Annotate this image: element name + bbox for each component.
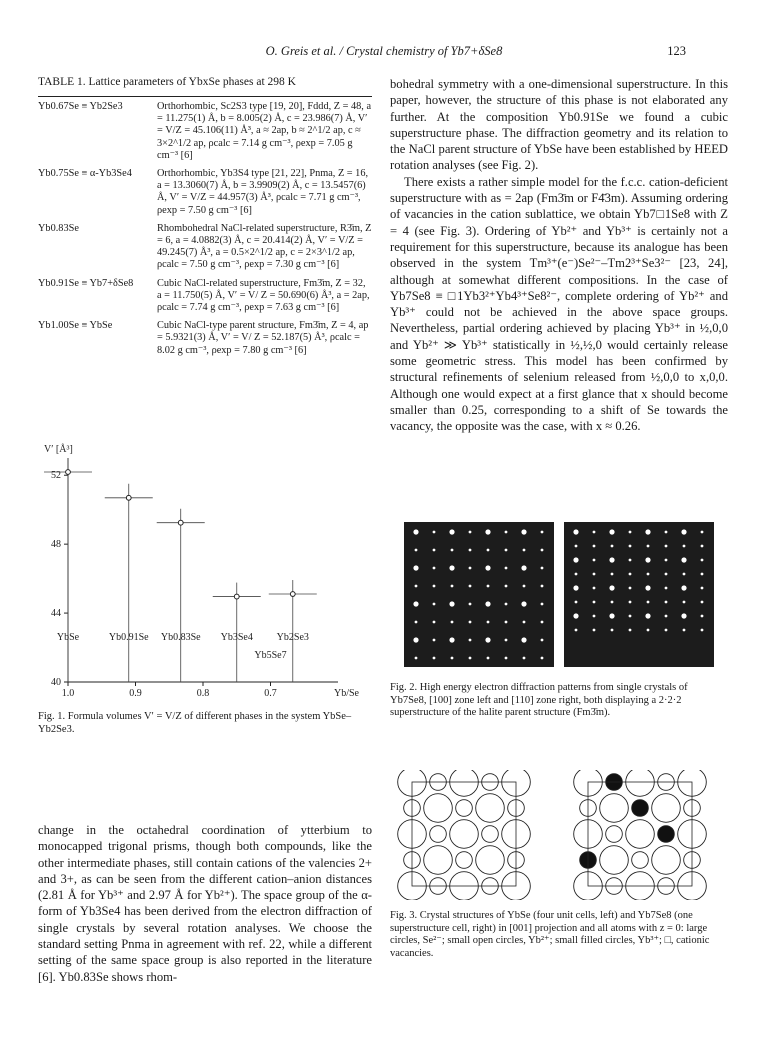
diffraction-spot (683, 545, 686, 548)
figure-2-caption: Fig. 2. High energy electron diffraction patterns from single crystals of Yb7Se8, [100] zone left and [110] zone right, both displaying a 2·2·2 superstructure of the halite parent structure (Fm3̄m). (390, 682, 688, 718)
diffraction-spot (469, 531, 472, 534)
phase-label: YbSe (56, 632, 80, 643)
diffraction-spot (451, 585, 454, 588)
diffraction-spot (629, 601, 632, 604)
diffraction-spot (573, 613, 578, 618)
lattice-table (38, 101, 372, 363)
selenium-atom (450, 770, 479, 796)
diffraction-spot (413, 601, 418, 606)
diffraction-spot (575, 573, 578, 576)
table-caption: TABLE 1. Lattice parameters of YbxSe phases at 298 K (38, 76, 296, 88)
diffraction-spot (593, 601, 596, 604)
diffraction-spot (485, 637, 490, 642)
diffraction-spot (681, 529, 686, 534)
diffraction-spot (541, 531, 544, 534)
phase-label-yb5se7: Yb5Se7 (254, 650, 287, 661)
diffraction-spot (415, 621, 418, 624)
diffraction-dots-110 (564, 522, 714, 667)
diffraction-spot (541, 657, 544, 660)
diffraction-spot (433, 603, 436, 606)
table-cell-desc: Cubic NaCl-related superstructure, Fm3̄m, Z = 32, a = 11.750(5) Å, V′ = V/ Z = 50.690(6) Å³, a = 2ap, ρcalc = 7.74 g cm⁻³, ρexp = 7.63 g cm⁻³ [6] (157, 277, 370, 314)
diffraction-spot (629, 545, 632, 548)
diffraction-spot (629, 615, 632, 618)
diffraction-spot (665, 573, 668, 576)
diffraction-spot (665, 545, 668, 548)
diffraction-spot (611, 573, 614, 576)
data-point (234, 594, 239, 599)
diffraction-spot (451, 549, 454, 552)
table-row (38, 168, 372, 223)
diffraction-spot (451, 657, 454, 660)
diffraction-spot (485, 565, 490, 570)
diffraction-spot (485, 601, 490, 606)
table-cell-desc: Rhombohedral NaCl-related superstructure, R3̄m, Z = 6, a = 4.0882(3) Å, c = 20.414(2) Å, V′ = V/Z = 49.245(7) Å³, a = 0.5×2^1/2 ap, c = 2×3^1/2 ap, ρcalc = 7.50 g cm⁻³, ρexp = 7.30 g cm⁻³ [6] (157, 222, 372, 271)
diffraction-spot (433, 567, 436, 570)
diffraction-spot (505, 567, 508, 570)
data-point (178, 520, 183, 525)
selenium-atom (600, 846, 629, 875)
diffraction-spot (701, 587, 704, 590)
yb7se8-structure (574, 770, 707, 900)
figure-1 (38, 440, 372, 740)
diffraction-spot (701, 601, 704, 604)
diffraction-spot (433, 621, 436, 624)
diffraction-spot (611, 601, 614, 604)
selenium-atom (424, 846, 453, 875)
diffraction-spot (701, 615, 704, 618)
diffraction-spot (575, 545, 578, 548)
selenium-atom (652, 794, 681, 823)
x-tick-label: 0.7 (264, 688, 277, 699)
diffraction-spot (433, 549, 436, 552)
diffraction-spot (645, 585, 650, 590)
diffraction-spot (505, 549, 508, 552)
selenium-atom (476, 794, 505, 823)
figure-3 (392, 770, 722, 900)
diffraction-spot (505, 531, 508, 534)
data-point (290, 592, 295, 597)
paragraph: There exists a rather simple model for the f.c.c. cation-deficient superstructure with as = 2ap (Fm3̄m or F4̄3m). Assuming ordering of vacancies in the cation sublattice, we obtain Yb7□1Se8 with Z = 4 (see Fig. 3). Ordering of Yb²⁺ and Yb³⁺ is certainly not a requirement for this superstructure, because its analogue has been observed in the system Tm³⁺(e⁻)Se²⁻–Tm2³⁺Se3²⁻ [23, 24], although at somewhat different compositions. In the case of Yb7Se8 ≡ □1Yb3²⁺Yb4³⁺Se8²⁻, complete ordering of Yb²⁺ and Yb³⁺ could not be achieved in the above space groups. Nevertheless, partial ordering achieved by placing Yb³⁺ in ½,0,0 and Yb²⁺ ≫ Yb³⁺ statistically in ½,½,0 would certainly release some geometric stress. This model has been confirmed by structural refinements of selenium released from ½,0,0 to x,0,0. Although one would expect at a first glance that x should become smaller than 0.25, corresponding to a shift of Se towards the vacancy, the opposite was the case, with x ≈ 0.26. (390, 174, 728, 434)
diffraction-spot (433, 585, 436, 588)
diffraction-spot (541, 621, 544, 624)
yb2-atom (632, 852, 649, 869)
table-row (38, 101, 372, 168)
diffraction-spot (433, 657, 436, 660)
diffraction-spot (665, 531, 668, 534)
diffraction-spot (645, 529, 650, 534)
diffraction-spot (521, 529, 526, 534)
diffraction-spot (415, 585, 418, 588)
paragraph: bohedral symmetry with a one-dimensional superstructure. In this paper, however, the structure of this phase is not elaborated any further. At the composition Yb0.91Se we found a cubic superstructure phase. The diffraction geometry and its relation to the NaCl parent structure of YbSe have been established by HEED rotation analyses (see Fig. 2). (390, 77, 728, 173)
diffraction-spot (505, 639, 508, 642)
phase-label: Yb3Se4 (220, 632, 253, 643)
table-cell-desc: Orthorhombic, Sc2S3 type [19, 20], Fddd, Z = 48, a = 11.275(1) Å, b = 8.005(2) Å, c = 23.986(7) Å, V′ = V/Z = 45.106(11) Å³, a ≈ 2ap, b ≈ 2^1/2 ap, c ≈ 3×2^1/2 ap, ρcalc = 7.14 g cm⁻³, ρexp = 7.05 g cm⁻³ [6] (157, 101, 372, 161)
diffraction-spot (485, 529, 490, 534)
y-axis-label: V′ [Å³] (44, 444, 73, 455)
diffraction-spot (629, 629, 632, 632)
diffraction-dots-100 (404, 522, 554, 667)
diffraction-spot (645, 613, 650, 618)
diffraction-spot (629, 531, 632, 534)
yb2-atom (430, 826, 447, 843)
table-row (38, 278, 372, 321)
diffraction-spot (449, 637, 454, 642)
diffraction-spot (505, 585, 508, 588)
diffraction-spot (449, 601, 454, 606)
figure-3-caption: Fig. 3. Crystal structures of YbSe (four unit cells, left) and Yb7Se8 (one superstructure cell, right) in [001] projection and all atoms with z = 0: large circles, Se²⁻; small open circles, Yb²⁺; small filled circles, Yb³⁺; □, cationic vacancies. (390, 910, 710, 959)
table-top-rule (38, 96, 372, 97)
diffraction-spot (573, 585, 578, 590)
table-cell-desc: Orthorhombic, Yb3S4 type [21, 22], Pnma, Z = 16, a = 13.3060(7) Å, b = 3.9909(2) Å, c = 13.5457(6) Å, V′ = V/Z = 44.957(3) Å³, ρcalc = 7.71 g cm⁻³, ρexp = 7.50 g cm⁻³ [6] (157, 168, 369, 216)
diffraction-spot (609, 529, 614, 534)
diffraction-spot (469, 603, 472, 606)
diffraction-spot (647, 601, 650, 604)
phase-label: Yb2Se3 (276, 632, 309, 643)
diffraction-spot (413, 637, 418, 642)
table-cell-desc: Cubic NaCl-type parent structure, Fm3̄m, Z = 4, ap = 5.9321(3) Å, V′ = V/ Z = 52.187(5) Å³, ρcalc = 8.02 g cm⁻³, ρexp = 7.80 g cm⁻³ [6] (157, 320, 369, 356)
diffraction-spot (505, 621, 508, 624)
diffraction-spot (611, 629, 614, 632)
diffraction-pattern-100 (404, 522, 554, 667)
diffraction-spot (469, 639, 472, 642)
diffraction-spot (469, 657, 472, 660)
diffraction-spot (593, 559, 596, 562)
diffraction-spot (593, 531, 596, 534)
diffraction-spot (701, 559, 704, 562)
diffraction-spot (665, 615, 668, 618)
selenium-atom (450, 820, 479, 849)
diffraction-spot (469, 585, 472, 588)
data-point (126, 495, 131, 500)
diffraction-spot (523, 585, 526, 588)
diffraction-spot (469, 549, 472, 552)
selenium-atom (476, 846, 505, 875)
diffraction-spot (681, 585, 686, 590)
diffraction-spot (523, 657, 526, 660)
diffraction-spot (593, 629, 596, 632)
figure-1-caption: Fig. 1. Formula volumes V′ = V/Z of different phases in the system YbSe–Yb2Se3. (38, 711, 352, 735)
diffraction-spot (611, 545, 614, 548)
diffraction-spot (665, 559, 668, 562)
diffraction-spot (415, 657, 418, 660)
diffraction-spot (487, 657, 490, 660)
diffraction-spot (487, 585, 490, 588)
diffraction-spot (609, 585, 614, 590)
table-cell-phase: Yb0.91Se ≡ Yb7+δSe8 (38, 277, 134, 289)
yb3-atom (632, 800, 649, 817)
diffraction-spot (593, 545, 596, 548)
diffraction-spot (665, 601, 668, 604)
diffraction-spot (487, 549, 490, 552)
diffraction-spot (469, 567, 472, 570)
diffraction-spot (573, 529, 578, 534)
ybse-structure (398, 770, 531, 900)
data-point (66, 470, 71, 475)
diffraction-spot (645, 557, 650, 562)
diffraction-spot (701, 545, 704, 548)
diffraction-spot (609, 557, 614, 562)
diffraction-spot (541, 549, 544, 552)
diffraction-spot (505, 657, 508, 660)
diffraction-spot (575, 629, 578, 632)
diffraction-spot (683, 629, 686, 632)
selenium-atom (600, 794, 629, 823)
x-axis-label: Yb/Se (334, 688, 359, 699)
page-number: 123 (667, 44, 686, 58)
diffraction-spot (701, 531, 704, 534)
diffraction-spot (541, 567, 544, 570)
diffraction-spot (415, 549, 418, 552)
diffraction-spot (575, 601, 578, 604)
diffraction-spot (451, 621, 454, 624)
diffraction-spot (647, 573, 650, 576)
y-tick-label: 44 (51, 608, 61, 620)
diffraction-spot (521, 601, 526, 606)
paragraph: change in the octahedral coordination of ytterbium to monocapped trigonal prisms, though both compounds, like the other intermediate phases, still contain cations of the valencies 2+ and 3+, as can be seen from the different cation–anion distances (2.81 Å for Yb³⁺ and 2.97 Å for Yb²⁺). The space group of the α-form of Yb3Se4 has been derived from the electron diffraction of single crystals by several rotation analyses. We choose the standard setting Pnma in agreement with ref. 22, while a different setting of the same space group is also reported in the literature [6]. Yb0.83Se shows rhom- (38, 823, 372, 984)
phase-label: Yb0.91Se (108, 632, 149, 643)
diffraction-spot (541, 603, 544, 606)
diffraction-spot (683, 573, 686, 576)
diffraction-spot (573, 557, 578, 562)
diffraction-spot (701, 629, 704, 632)
formula-volume-chart (38, 440, 372, 702)
diffraction-spot (449, 565, 454, 570)
diffraction-spot (469, 621, 472, 624)
diffraction-spot (665, 587, 668, 590)
table-cell-phase: Yb0.83Se (38, 222, 79, 234)
y-tick-label: 52 (51, 470, 61, 482)
yb2-atom (456, 800, 473, 817)
left-body-text (38, 822, 372, 985)
phase-label: Yb0.83Se (160, 632, 201, 643)
yb2-atom (456, 852, 473, 869)
crystal-structure-drawings (392, 770, 722, 900)
diffraction-spot (701, 573, 704, 576)
diffraction-spot (521, 637, 526, 642)
yb2-atom (606, 826, 623, 843)
x-tick-label: 1.0 (61, 688, 75, 699)
y-tick-label: 40 (51, 677, 61, 688)
diffraction-spot (609, 613, 614, 618)
figure-2 (404, 522, 716, 667)
diffraction-spot (433, 639, 436, 642)
diffraction-spot (629, 573, 632, 576)
diffraction-spot (683, 601, 686, 604)
yb3-atom (658, 826, 675, 843)
diffraction-spot (449, 529, 454, 534)
x-tick-label: 0.8 (196, 688, 210, 699)
table-cell-phase: Yb0.75Se ≡ α-Yb3Se4 (38, 168, 132, 180)
selenium-atom (626, 770, 655, 796)
diffraction-spot (593, 573, 596, 576)
diffraction-spot (593, 587, 596, 590)
diffraction-spot (523, 549, 526, 552)
right-column (390, 76, 728, 435)
selenium-atom (626, 820, 655, 849)
diffraction-spot (647, 629, 650, 632)
diffraction-spot (681, 557, 686, 562)
left-column (38, 76, 372, 363)
running-header (0, 44, 768, 64)
diffraction-spot (665, 629, 668, 632)
diffraction-spot (487, 621, 490, 624)
table-cell-phase: Yb1.00Se ≡ YbSe (38, 320, 113, 332)
diffraction-spot (629, 587, 632, 590)
diffraction-spot (413, 565, 418, 570)
diffraction-spot (505, 603, 508, 606)
table-row (38, 320, 372, 363)
y-tick-label: 48 (51, 539, 61, 551)
selenium-atom (424, 794, 453, 823)
diffraction-pattern-110 (564, 522, 714, 667)
table-row (38, 223, 372, 278)
x-tick-label: 0.9 (129, 688, 142, 699)
diffraction-spot (541, 639, 544, 642)
diffraction-spot (521, 565, 526, 570)
diffraction-spot (681, 613, 686, 618)
diffraction-spot (629, 559, 632, 562)
yb2-atom (482, 826, 499, 843)
diffraction-spot (413, 529, 418, 534)
diffraction-spot (647, 545, 650, 548)
diffraction-spot (593, 615, 596, 618)
diffraction-spot (433, 531, 436, 534)
selenium-atom (652, 846, 681, 875)
running-title: O. Greis et al. / Crystal chemistry of Yb7+δSe8 (265, 44, 503, 58)
diffraction-spot (523, 621, 526, 624)
diffraction-spot (541, 585, 544, 588)
table-cell-phase: Yb0.67Se ≡ Yb2Se3 (38, 101, 123, 112)
